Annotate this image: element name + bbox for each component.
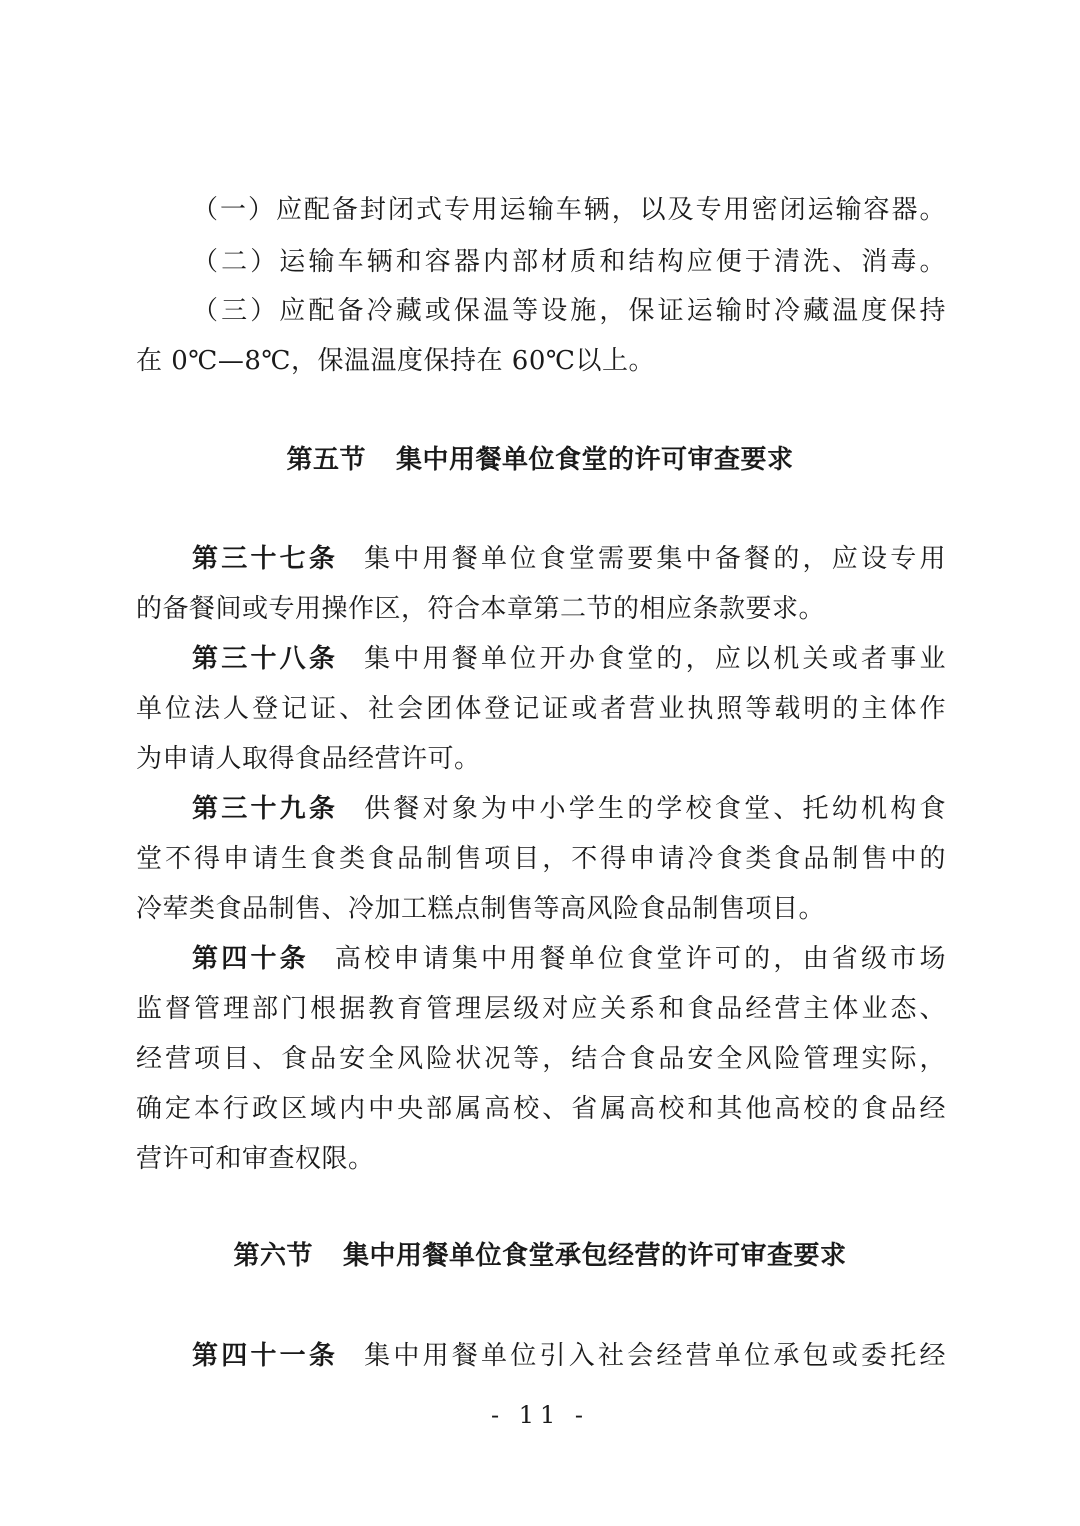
- transport-item-1: （一）应配备封闭式专用运输车辆，以及专用密闭运输容器。: [192, 195, 946, 225]
- article-39-text-1: 供餐对象为中小学生的学校食堂、托幼机构食: [364, 794, 946, 824]
- section-5-title: [0, 442, 1080, 478]
- article-40-line-4: 确定本行政区域内中央部属高校、省属高校和其他高校的食品经: [136, 1094, 946, 1124]
- article-38-head: 第三十八条: [192, 644, 339, 674]
- transport-item-2: （二）运输车辆和容器内部材质和结构应便于清洗、消毒。: [192, 247, 946, 277]
- article-41-line-1: [192, 1338, 946, 1374]
- article-39-line-1: [192, 791, 946, 827]
- article-41-head: 第四十一条: [192, 1341, 339, 1371]
- section-6-number: 第六节: [233, 1241, 313, 1271]
- article-40-line-3: 经营项目、食品安全风险状况等，结合食品安全风险管理实际，: [136, 1044, 946, 1074]
- article-40-line-1: [192, 941, 946, 977]
- transport-item-3-cont: 在 0℃—8℃，保温温度保持在 60℃以上。: [136, 346, 655, 376]
- article-37-head: 第三十七条: [192, 544, 339, 574]
- section-6-heading: 集中用餐单位食堂承包经营的许可审查要求: [343, 1241, 847, 1271]
- page-number: - 11 -: [490, 1401, 589, 1429]
- article-40-line-2: 监督管理部门根据教育管理层级对应关系和食品经营主体业态、: [136, 994, 946, 1024]
- article-40-text-1: 高校申请集中用餐单位食堂许可的，由省级市场: [334, 944, 946, 974]
- article-39-head: 第三十九条: [192, 794, 339, 824]
- article-40-head: 第四十条: [192, 944, 309, 974]
- article-37-line-1: [192, 541, 946, 577]
- section-6-title: [0, 1238, 1080, 1274]
- article-37-text-1: 集中用餐单位食堂需要集中备餐的，应设专用: [364, 544, 946, 574]
- article-38-text-1: 集中用餐单位开办食堂的，应以机关或者事业: [364, 644, 946, 674]
- article-38-line-2: 单位法人登记证、社会团体登记证或者营业执照等载明的主体作: [136, 694, 946, 724]
- article-40-line-5: 营许可和审查权限。: [136, 1144, 375, 1174]
- transport-item-3: （三）应配备冷藏或保温等设施，保证运输时冷藏温度保持: [192, 296, 946, 326]
- article-39-line-3: 冷荤类食品制售、冷加工糕点制售等高风险食品制售项目。: [136, 894, 826, 924]
- article-39-line-2: 堂不得申请生食类食品制售项目，不得申请冷食类食品制售中的: [136, 844, 946, 874]
- article-37-line-2: 的备餐间或专用操作区，符合本章第二节的相应条款要求。: [136, 594, 826, 624]
- section-5-number: 第五节: [286, 445, 366, 475]
- section-5-heading: 集中用餐单位食堂的许可审查要求: [396, 445, 794, 475]
- article-38-line-1: [192, 641, 946, 677]
- article-41-text-1: 集中用餐单位引入社会经营单位承包或委托经: [364, 1341, 946, 1371]
- article-38-line-3: 为申请人取得食品经营许可。: [136, 744, 481, 774]
